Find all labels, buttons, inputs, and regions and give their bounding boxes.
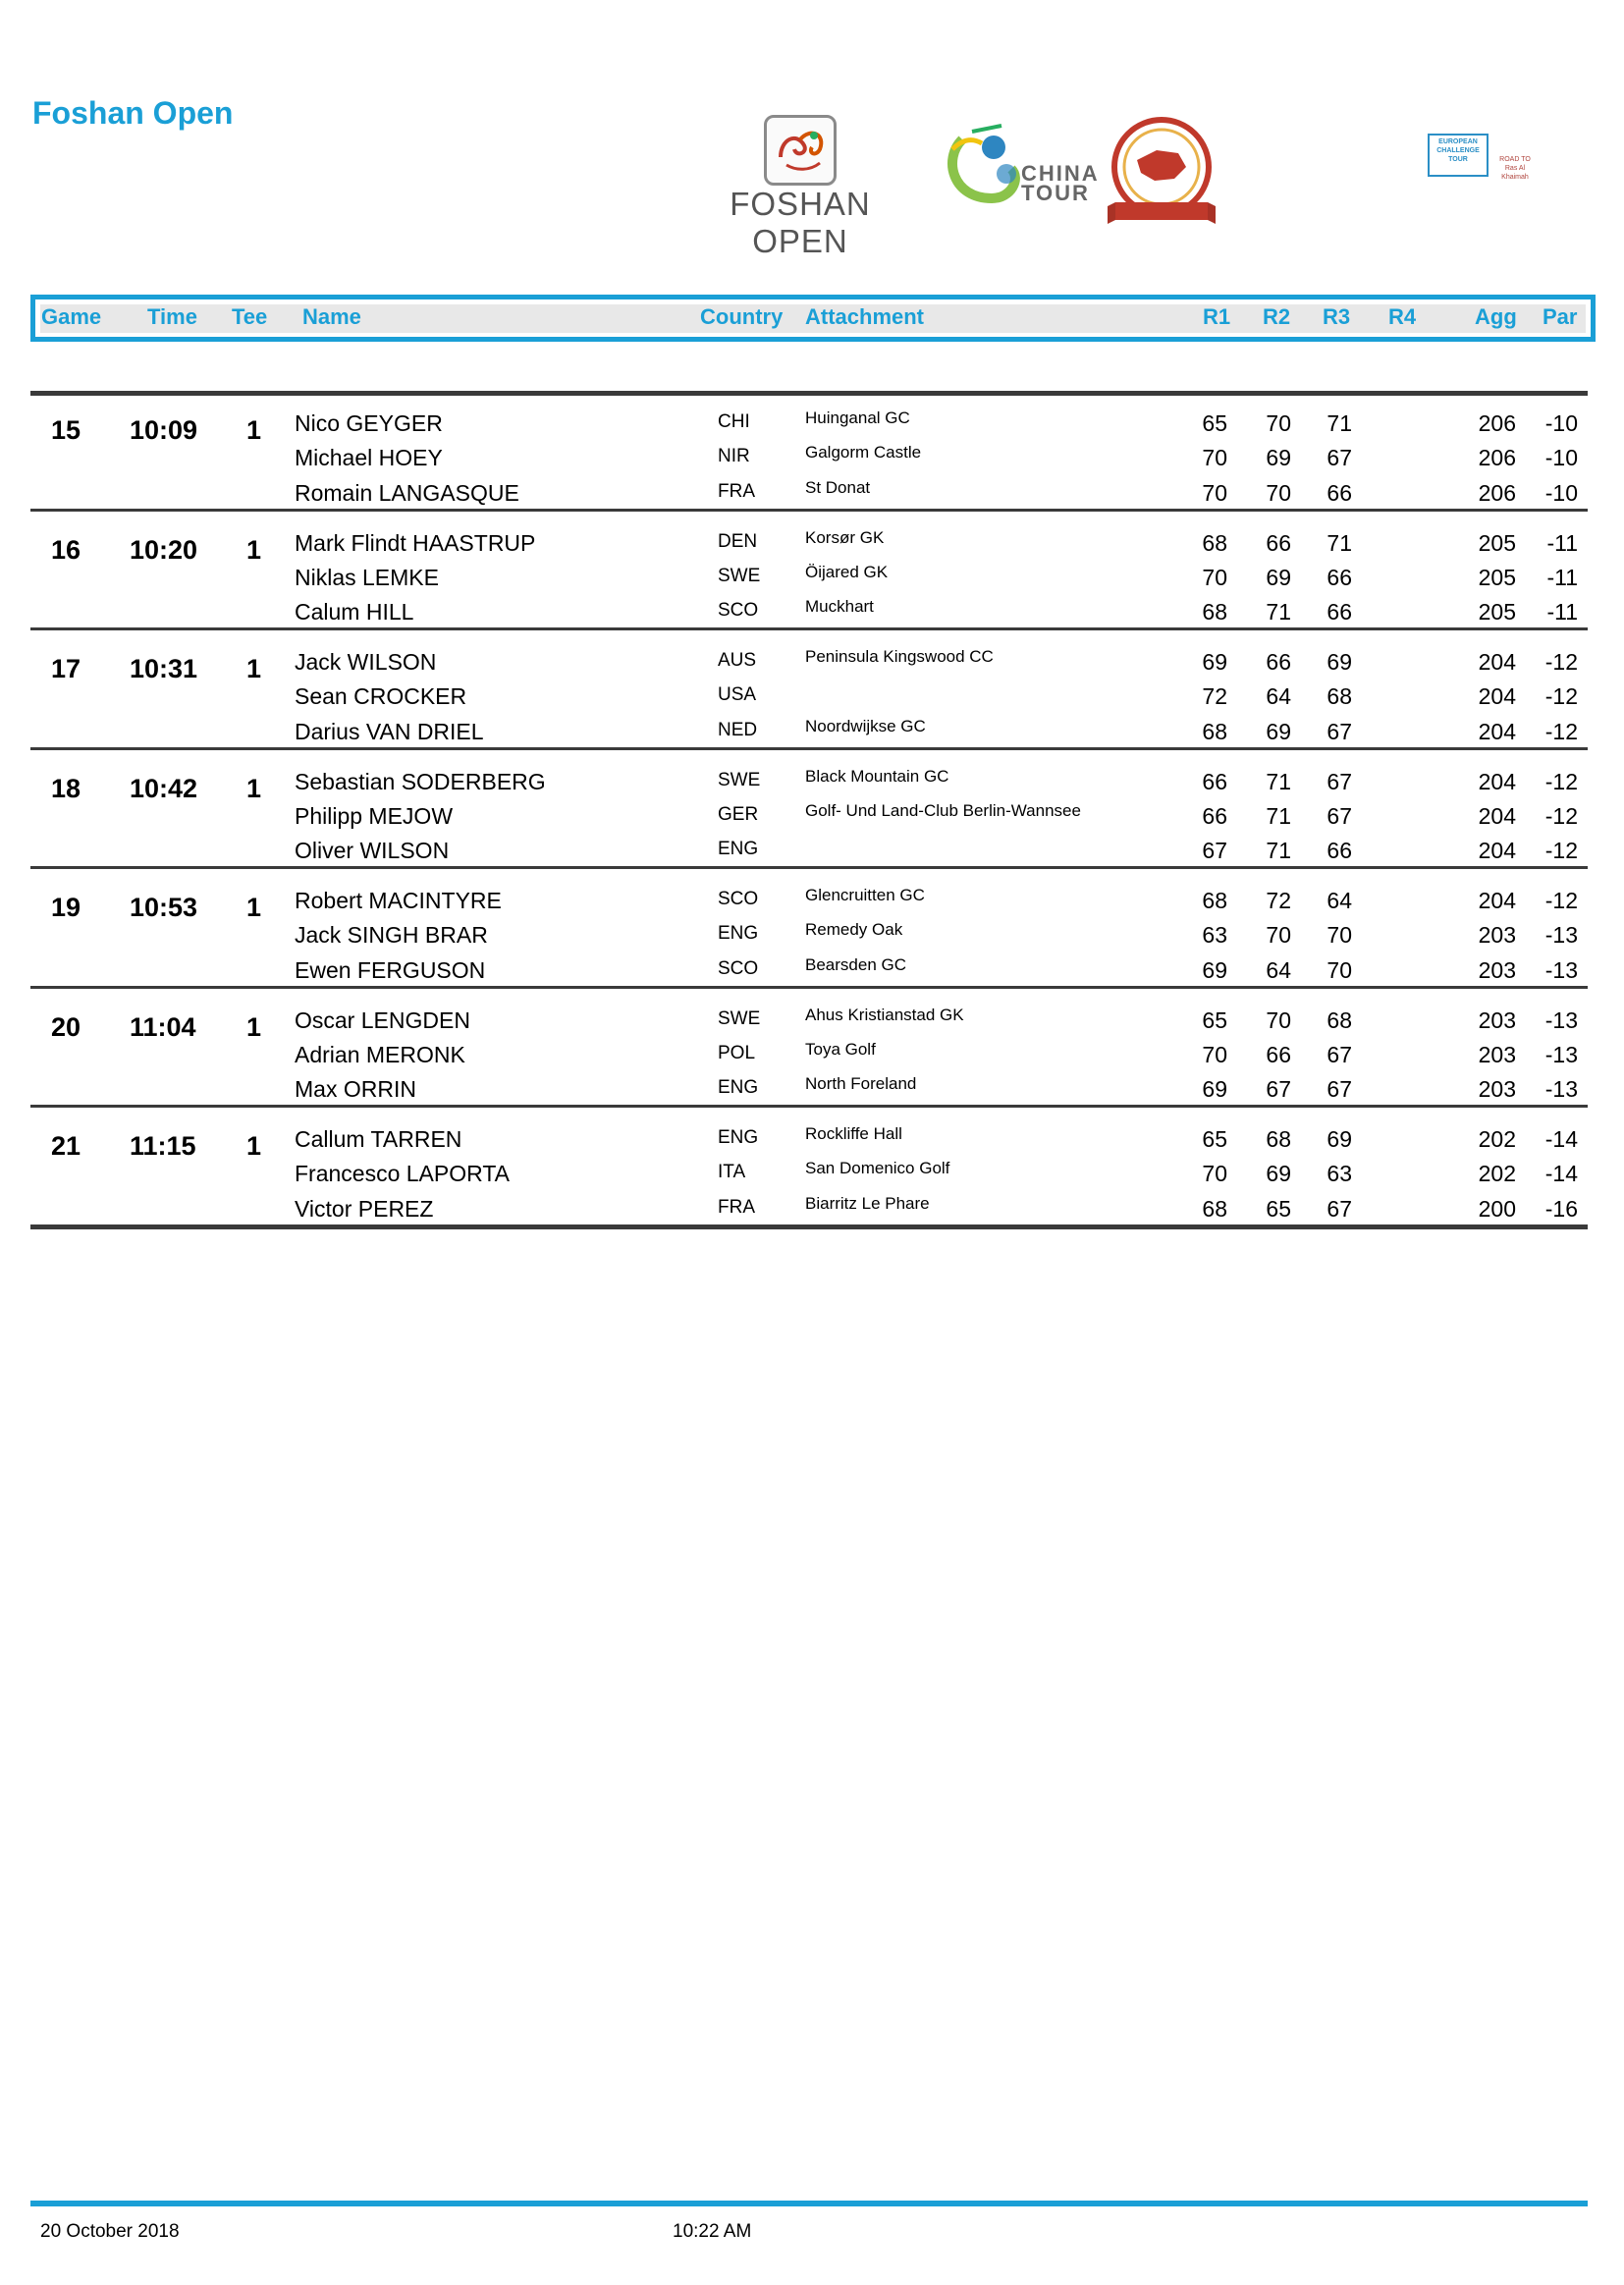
player-name: Calum HILL [295, 599, 414, 626]
score-r2: 66 [1266, 1041, 1291, 1067]
score-r1: 68 [1202, 888, 1227, 913]
col-header-name: Name [302, 304, 361, 329]
score-agg: 204 [1478, 768, 1516, 794]
score-r3: 69 [1326, 649, 1352, 675]
player-country: AUS [718, 650, 757, 671]
player-country: SCO [718, 600, 759, 622]
score-par: -12 [1544, 683, 1578, 710]
score-r2: 65 [1266, 1195, 1291, 1222]
score-agg: 206 [1478, 479, 1516, 506]
game-number: 18 [51, 773, 81, 803]
score-r2: 70 [1266, 922, 1291, 949]
score-r1: 70 [1202, 1161, 1227, 1187]
european-tour-badge: EUROPEAN CHALLENGE TOUR [1428, 134, 1489, 177]
score-r3: 68 [1326, 1006, 1352, 1033]
col-header-tee: Tee [232, 304, 268, 329]
score-r2: 70 [1266, 410, 1291, 436]
footer-time: 10:22 AM [673, 2221, 752, 2242]
group-divider [30, 627, 1588, 630]
score-agg: 203 [1478, 922, 1516, 949]
player-attachment: Bearsden GC [805, 954, 906, 974]
player-name: Max ORRIN [295, 1076, 416, 1103]
score-agg: 204 [1478, 718, 1516, 744]
player-country: ENG [718, 923, 759, 945]
score-agg: 203 [1478, 1041, 1516, 1067]
score-r1: 70 [1202, 564, 1227, 590]
player-attachment: Huinganal GC [805, 408, 910, 427]
player-name: Niklas LEMKE [295, 564, 439, 590]
player-attachment: St Donat [805, 477, 871, 497]
score-r2: 70 [1266, 479, 1291, 506]
player-name: Oliver WILSON [295, 838, 450, 864]
col-header-country: Country [700, 304, 784, 329]
score-r3: 71 [1326, 529, 1352, 556]
player-country: SWE [718, 565, 761, 586]
score-agg: 205 [1478, 564, 1516, 590]
score-agg: 204 [1478, 802, 1516, 829]
tee-time: 10:09 [130, 415, 198, 445]
player-name: Sebastian SODERBERG [295, 768, 546, 794]
player-attachment: North Foreland [805, 1074, 917, 1094]
score-agg: 204 [1478, 649, 1516, 675]
score-r3: 67 [1326, 768, 1352, 794]
player-country: POL [718, 1042, 756, 1063]
player-attachment: Ahus Kristianstad GK [805, 1005, 964, 1024]
score-par: -10 [1544, 479, 1578, 506]
score-agg: 206 [1478, 410, 1516, 436]
col-header-r3: R3 [1323, 304, 1351, 329]
score-r1: 68 [1202, 718, 1227, 744]
score-par: -12 [1544, 838, 1578, 864]
score-par: -13 [1544, 922, 1578, 949]
player-country: GER [718, 803, 759, 825]
score-par: -11 [1546, 564, 1578, 590]
tee-number: 1 [246, 773, 262, 803]
game-number: 17 [51, 654, 81, 683]
score-r1: 69 [1202, 956, 1227, 983]
tee-time: 11:15 [130, 1131, 196, 1161]
foshan-emblem-icon [764, 115, 837, 186]
score-r2: 64 [1266, 956, 1291, 983]
score-r1: 65 [1202, 410, 1227, 436]
score-r3: 71 [1326, 410, 1352, 436]
player-country: DEN [718, 530, 758, 552]
player-name: Francesco LAPORTA [295, 1161, 511, 1187]
score-agg: 204 [1478, 683, 1516, 710]
col-header-attachment: Attachment [805, 304, 925, 329]
player-country: SCO [718, 957, 759, 979]
footer-divider [30, 2201, 1588, 2206]
score-r3: 67 [1326, 1076, 1352, 1103]
score-agg: 203 [1478, 1006, 1516, 1033]
group-divider [30, 866, 1588, 869]
score-r3: 70 [1326, 956, 1352, 983]
score-agg: 202 [1478, 1126, 1516, 1152]
player-name: Nico GEYGER [295, 410, 443, 436]
player-attachment: Black Mountain GC [805, 766, 949, 786]
score-agg: 206 [1478, 445, 1516, 471]
player-country: USA [718, 684, 757, 706]
score-par: -10 [1544, 445, 1578, 471]
group-divider [30, 1105, 1588, 1108]
game-number: 19 [51, 893, 81, 922]
score-par: -12 [1544, 649, 1578, 675]
col-header-agg: Agg [1475, 304, 1517, 329]
china-tour-logo-text: CHINA TOUR [1021, 161, 1099, 205]
player-country: ENG [718, 1127, 759, 1148]
player-name: Philipp MEJOW [295, 802, 454, 829]
col-header-r2: R2 [1263, 304, 1291, 329]
score-r1: 68 [1202, 1195, 1227, 1222]
col-header-game: Game [41, 304, 102, 329]
score-r2: 71 [1266, 838, 1291, 864]
seal-icon [1098, 116, 1225, 226]
player-name: Sean CROCKER [295, 683, 467, 710]
score-r2: 72 [1266, 888, 1291, 913]
score-r3: 66 [1326, 564, 1352, 590]
score-par: -13 [1544, 1076, 1578, 1103]
score-agg: 205 [1478, 599, 1516, 626]
player-attachment: Galgorm Castle [805, 443, 922, 462]
player-country: ITA [718, 1162, 746, 1183]
score-agg: 200 [1478, 1195, 1516, 1222]
score-r1: 66 [1202, 802, 1227, 829]
score-agg: 204 [1478, 888, 1516, 913]
player-country: SWE [718, 1007, 761, 1029]
score-agg: 205 [1478, 529, 1516, 556]
score-par: -14 [1544, 1126, 1578, 1152]
player-attachment: Noordwijkse GC [805, 716, 926, 735]
game-number: 16 [51, 534, 81, 565]
score-par: -12 [1544, 802, 1578, 829]
score-par: -11 [1546, 529, 1578, 556]
foshan-logo-text: FOSHAN OPEN [730, 186, 871, 259]
player-attachment: Glencruitten GC [805, 886, 925, 904]
score-r3: 66 [1326, 838, 1352, 864]
score-r2: 70 [1266, 1006, 1291, 1033]
score-r3: 63 [1326, 1161, 1352, 1187]
player-country: SCO [718, 889, 759, 909]
score-r1: 63 [1202, 922, 1227, 949]
score-par: -14 [1544, 1161, 1578, 1187]
tee-number: 1 [246, 1011, 262, 1042]
player-name: Darius VAN DRIEL [295, 718, 484, 744]
player-country: SWE [718, 769, 761, 790]
score-par: -11 [1546, 599, 1578, 626]
foshan-open-logo [682, 111, 918, 259]
score-r1: 70 [1202, 1041, 1227, 1067]
score-par: -12 [1544, 768, 1578, 794]
player-name: Romain LANGASQUE [295, 479, 519, 506]
tee-time: 10:53 [130, 893, 198, 922]
player-name: Mark Flindt HAASTRUP [295, 529, 536, 556]
score-r1: 72 [1202, 683, 1227, 710]
score-r2: 66 [1266, 529, 1291, 556]
player-name: Victor PEREZ [295, 1195, 434, 1222]
score-r3: 64 [1326, 888, 1352, 913]
score-r3: 69 [1326, 1126, 1352, 1152]
score-r2: 69 [1266, 718, 1291, 744]
china-tour-logo [933, 120, 1100, 228]
player-country: ENG [718, 1077, 759, 1099]
player-name: Ewen FERGUSON [295, 956, 486, 983]
score-par: -12 [1544, 888, 1578, 913]
tee-time: 10:20 [130, 534, 198, 565]
score-r1: 68 [1202, 599, 1227, 626]
score-r3: 67 [1326, 1041, 1352, 1067]
road-to-ras-al-khaimah-logo: ROAD TO Ras Al Khaimah [1499, 156, 1531, 181]
score-r2: 71 [1266, 802, 1291, 829]
score-r2: 68 [1266, 1126, 1291, 1152]
score-r3: 67 [1326, 802, 1352, 829]
score-r2: 69 [1266, 445, 1291, 471]
score-agg: 203 [1478, 956, 1516, 983]
score-agg: 202 [1478, 1161, 1516, 1187]
score-r1: 69 [1202, 649, 1227, 675]
score-r2: 69 [1266, 1161, 1291, 1187]
score-r1: 70 [1202, 479, 1227, 506]
player-attachment: Korsør GK [805, 527, 885, 547]
score-par: -16 [1544, 1195, 1578, 1222]
tee-number: 1 [246, 534, 262, 565]
score-agg: 204 [1478, 838, 1516, 864]
score-r3: 67 [1326, 718, 1352, 744]
tee-time: 11:04 [130, 1011, 196, 1042]
col-header-par: Par [1543, 304, 1578, 329]
player-name: Michael HOEY [295, 445, 443, 471]
player-attachment: Rockliffe Hall [805, 1124, 902, 1143]
group-divider [30, 986, 1588, 989]
group-divider [30, 391, 1588, 396]
player-attachment: Peninsula Kingswood CC [805, 647, 994, 666]
player-attachment: Toya Golf [805, 1039, 876, 1059]
score-agg: 203 [1478, 1076, 1516, 1103]
tee-number: 1 [246, 893, 262, 922]
score-r1: 70 [1202, 445, 1227, 471]
player-attachment: Muckhart [805, 597, 874, 617]
association-seal-logo [1098, 116, 1225, 226]
score-r1: 65 [1202, 1126, 1227, 1152]
tee-time: 10:31 [130, 654, 198, 683]
group-divider [30, 509, 1588, 512]
tee-number: 1 [246, 415, 262, 445]
col-header-r4: R4 [1388, 304, 1417, 329]
tee-number: 1 [246, 1131, 262, 1161]
score-r2: 64 [1266, 683, 1291, 710]
player-name: Oscar LENGDEN [295, 1006, 470, 1033]
score-r2: 71 [1266, 599, 1291, 626]
game-number: 15 [51, 415, 81, 445]
col-header-r1: R1 [1203, 304, 1231, 329]
player-name: Jack WILSON [295, 649, 437, 675]
score-r1: 66 [1202, 768, 1227, 794]
player-attachment: San Domenico Golf [805, 1159, 950, 1178]
score-r1: 68 [1202, 529, 1227, 556]
page-title: Foshan Open [32, 95, 234, 131]
score-r1: 69 [1202, 1076, 1227, 1103]
player-name: Robert MACINTYRE [295, 888, 502, 913]
score-r2: 69 [1266, 564, 1291, 590]
player-name: Callum TARREN [295, 1126, 462, 1152]
game-number: 20 [51, 1011, 81, 1042]
tee-time: 10:42 [130, 773, 198, 803]
european-tour-logo [1424, 132, 1534, 181]
score-par: -10 [1544, 410, 1578, 436]
game-number: 21 [51, 1131, 81, 1161]
score-par: -13 [1544, 1041, 1578, 1067]
col-header-time: Time [147, 304, 197, 329]
score-r1: 67 [1202, 838, 1227, 864]
player-country: ENG [718, 839, 759, 860]
player-name: Jack SINGH BRAR [295, 922, 488, 949]
score-r3: 67 [1326, 1195, 1352, 1222]
player-country: NIR [718, 446, 750, 467]
score-par: -12 [1544, 718, 1578, 744]
score-r3: 70 [1326, 922, 1352, 949]
score-r3: 68 [1326, 683, 1352, 710]
tee-number: 1 [246, 654, 262, 683]
score-r3: 67 [1326, 445, 1352, 471]
player-attachment: Golf- Und Land-Club Berlin-Wannsee [805, 800, 1081, 820]
score-r3: 66 [1326, 479, 1352, 506]
score-r2: 71 [1266, 768, 1291, 794]
player-name: Adrian MERONK [295, 1041, 465, 1067]
score-par: -13 [1544, 956, 1578, 983]
score-r3: 66 [1326, 599, 1352, 626]
group-divider [30, 1224, 1588, 1229]
player-country: FRA [718, 480, 755, 502]
footer-date: 20 October 2018 [40, 2221, 180, 2242]
player-attachment: Öijared GK [805, 562, 889, 581]
player-country: CHI [718, 411, 750, 432]
score-r1: 65 [1202, 1006, 1227, 1033]
player-attachment: Biarritz Le Phare [805, 1193, 930, 1213]
score-par: -13 [1544, 1006, 1578, 1033]
score-r2: 67 [1266, 1076, 1291, 1103]
player-attachment: Remedy Oak [805, 920, 903, 940]
score-r2: 66 [1266, 649, 1291, 675]
group-divider [30, 747, 1588, 750]
player-country: NED [718, 719, 758, 740]
player-country: FRA [718, 1196, 755, 1218]
